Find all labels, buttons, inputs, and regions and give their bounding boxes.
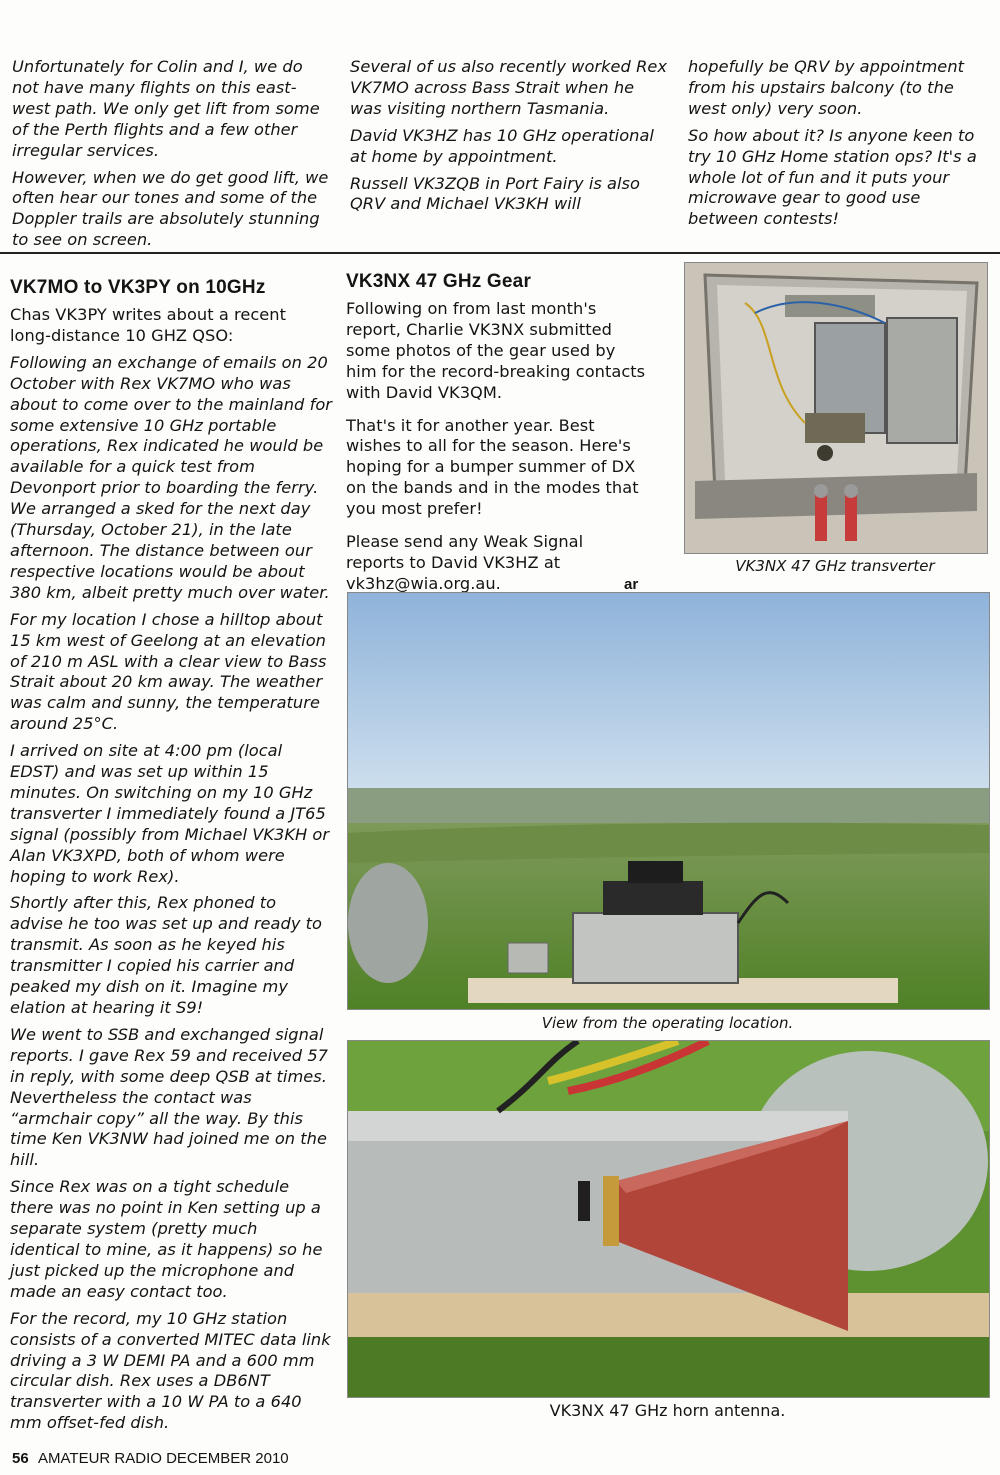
transverter-caption: VK3NX 47 GHz transverter (735, 557, 935, 575)
paragraph: Following on from last month's report, Charlie VK3NX submitted some photos of the gear used by him for the record-breaking contacts with David VK3QM. (346, 299, 646, 402)
article-vk7mo (10, 276, 332, 1434)
paragraph: Several of us also recently worked Rex VK7MO across Bass Strait when he was visiting northern Tasmania. (350, 57, 668, 118)
page-number: 56 (12, 1450, 29, 1467)
paragraph: Please send any Weak Signal reports to David VK3HZ at vk3hz@wia.org.au. (346, 532, 584, 593)
end-mark: ar (624, 576, 639, 593)
publication-line: AMATEUR RADIO DECEMBER 2010 (38, 1450, 289, 1467)
paragraph: For the record, my 10 GHz station consists of a converted MITEC data link driving a 3 W DEMI PA and a 600 mm circular dish. Rex uses a DB6NT transverter with a 10 W PA to a 640 mm offset-fed dish. (10, 1308, 331, 1433)
paragraph: Following an exchange of emails on 20 October with Rex VK7MO who was about to come over to the mainland for some extensive 10 GHz portable operations, Rex indicated he would be available for a quick test from Devonport prior to boarding the ferry. We arranged a sked for the next day (Thursday, October 21), in the late afternoon. The distance between our respective locations would be about 380 km, albeit pretty much over water. (10, 352, 332, 602)
top-column-2 (350, 57, 668, 215)
transverter-image (685, 263, 987, 553)
article-heading: VK7MO to VK3PY on 10GHz (10, 277, 266, 298)
paragraph: For my location I chose a hilltop about 15 km west of Geelong at an elevation of 210 m ASL with a clear view to Bass Strait about 20 km away. The weather was calm and sunny, the temperature around 25°C. (10, 609, 327, 734)
paragraph: Shortly after this, Rex phoned to advise he too was set up and ready to transmit. As soon as he keyed his transmitter I copied his carrier and peaked my dish on it. Imagine my elation at hearing it S9! (10, 893, 323, 1017)
article-body (10, 353, 332, 1434)
top-column-3 (688, 57, 988, 230)
section-divider (0, 252, 1000, 254)
horn-image (348, 1041, 989, 1397)
horn-caption: VK3NX 47 GHz horn antenna. (549, 1401, 786, 1420)
paragraph: Since Rex was on a tight schedule there was no point in Ken setting up a separate system (pretty much identical to mine, as it happens) so he just picked up the microphone and made an easy contact too. (10, 1177, 323, 1301)
article-vk3nx (346, 270, 646, 595)
article-heading: VK3NX 47 GHz Gear (346, 271, 532, 292)
horn-photo (347, 1040, 990, 1398)
page-footer (12, 1450, 289, 1467)
paragraph: Unfortunately for Colin and I, we do not have many flights on this east-west path. We only get lift from some of the Perth flights and a few other irregular services. (12, 57, 320, 160)
view-image (348, 593, 989, 1009)
paragraph: We went to SSB and exchanged signal reports. I gave Rex 59 and received 57 in reply, with some deep QSB at times. Nevertheless the contact was “armchair copy” all the way. By this time Ken VK3NW had joined me on the hill. (10, 1024, 329, 1170)
paragraph: However, when we do get good lift, we often hear our tones and some of the Doppler trails are absolutely stunning to see on screen. (12, 167, 329, 250)
paragraph: I arrived on site at 4:00 pm (local EDST) and was set up within 15 minutes. On switching on my 10 GHz transverter I immediately found a JT65 signal (possibly from Michael VK3KH or Alan VK3XPD, both of whom were hoping to work Rex). (10, 741, 330, 886)
article-intro: Chas VK3PY writes about a recent long-distance 10 GHZ QSO: (10, 305, 287, 345)
view-caption: View from the operating location. (541, 1014, 794, 1032)
paragraph: David VK3HZ has 10 GHz operational at home by appointment. (350, 125, 654, 166)
transverter-photo (684, 262, 988, 554)
view-photo (347, 592, 990, 1010)
paragraph: Russell VK3ZQB in Port Fairy is also QRV and Michael VK3KH will (350, 173, 640, 214)
paragraph: That's it for another year. Best wishes to all for the season. Here's hoping for a bumper summer of DX on the bands and in the modes that you most prefer! (346, 415, 639, 519)
paragraph: hopefully be QRV by appointment from his upstairs balcony (to the west only) very soon. (688, 57, 965, 118)
top-column-1 (12, 57, 330, 251)
paragraph: So how about it? Is anyone keen to try 10 GHz Home station ops? It's a whole lot of fun and it puts your microwave gear to good use between contests! (688, 125, 977, 229)
